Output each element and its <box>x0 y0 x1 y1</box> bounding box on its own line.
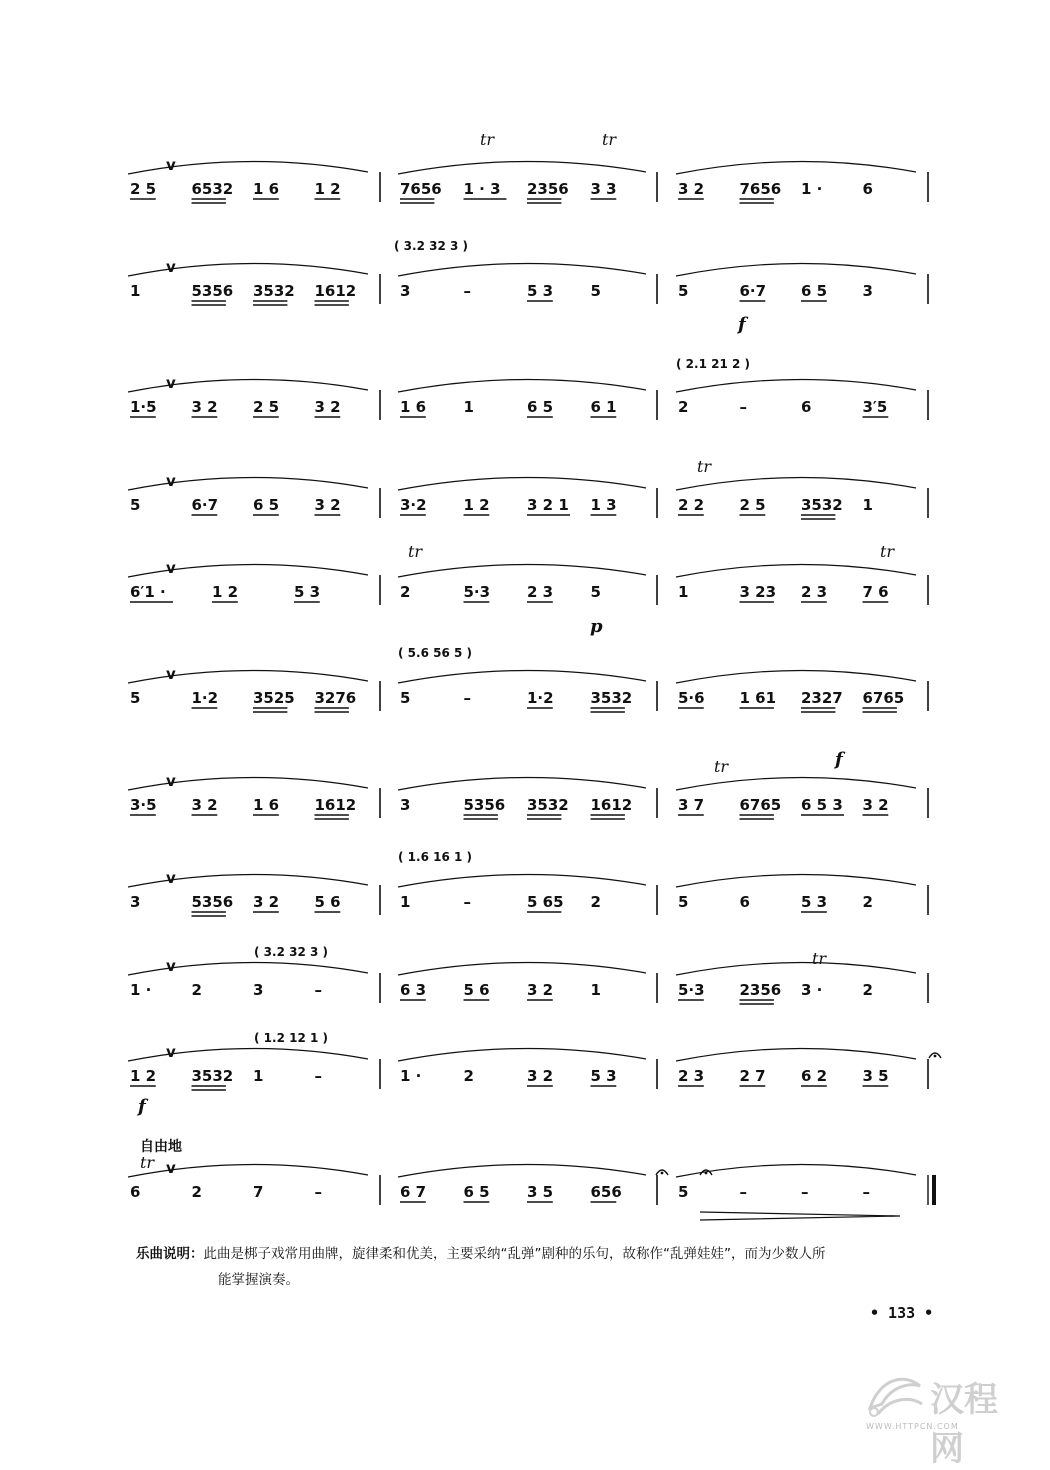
watermark-logo-icon <box>860 1368 930 1424</box>
breath-mark: v <box>166 957 176 975</box>
note-group: 6 <box>862 180 873 198</box>
note-group: 5·3 <box>463 583 491 601</box>
note-group: 5 <box>590 583 601 601</box>
note-group: 5·3 <box>678 981 705 999</box>
note-group: 2 <box>400 583 411 601</box>
note-group: 5 3 <box>590 1067 617 1085</box>
note-group: 3·2 <box>400 496 427 514</box>
note-group: 6532 <box>191 180 234 198</box>
note-group: – <box>463 689 471 707</box>
slur <box>128 564 368 577</box>
slur <box>398 670 646 683</box>
note-group: 1 <box>400 893 411 911</box>
trill-mark: tr <box>140 1153 155 1172</box>
note-group: – <box>314 1183 322 1201</box>
slur <box>398 161 646 174</box>
ossia-notes: ( 3.2 32 3 ) <box>254 945 328 959</box>
explanation-line1: 此曲是梆子戏常用曲牌，旋律柔和优美，主要采纳“乱弹”剧种的乐句，故称作“乱弹娃娃”，而为少数人所 <box>203 1246 826 1262</box>
note-group: 1 <box>590 981 601 999</box>
slur <box>128 670 368 683</box>
note-group: – <box>801 1183 809 1201</box>
slur <box>128 777 368 790</box>
note-group: 5 <box>400 689 411 707</box>
fermata-dot <box>934 1055 937 1058</box>
note-group: 3 2 <box>527 981 554 999</box>
slur <box>676 477 916 490</box>
breath-mark: v <box>166 374 176 392</box>
slur <box>398 564 646 577</box>
note-group: 6765 <box>739 796 782 814</box>
note-group: 2 <box>191 1183 202 1201</box>
note-group: 3 5 <box>527 1183 554 1201</box>
note-group: 1 2 <box>130 1067 157 1085</box>
note-group: 3276 <box>314 689 357 707</box>
note-group: 3 2 <box>191 796 218 814</box>
note-group: 5 3 <box>527 282 554 300</box>
slur <box>676 670 916 683</box>
note-group: 6 1 <box>590 398 617 416</box>
note-group: 6 <box>130 1183 141 1201</box>
piece-explanation <box>136 1241 956 1293</box>
note-group: 5 <box>678 282 689 300</box>
breath-mark: v <box>166 869 176 887</box>
page-number: • 133 • <box>870 1304 934 1322</box>
trill-mark: tr <box>480 130 495 149</box>
note-group: 5 65 <box>527 893 564 911</box>
note-group: 5 6 <box>463 981 490 999</box>
note-group: 6 5 <box>527 398 554 416</box>
slur <box>676 379 916 392</box>
note-group: 2356 <box>739 981 782 999</box>
explanation-label: 乐曲说明： <box>136 1246 204 1262</box>
trill-mark: tr <box>812 949 827 968</box>
note-group: 6 3 <box>400 981 427 999</box>
slur <box>676 1048 916 1061</box>
note-group: 1 · <box>801 180 823 198</box>
slur <box>676 1164 916 1177</box>
ossia-notes: ( 1.2 12 1 ) <box>254 1031 328 1045</box>
note-group: 2 <box>678 398 689 416</box>
breath-mark: v <box>166 559 176 577</box>
note-group: 2 <box>862 893 873 911</box>
note-group: 3 <box>130 893 141 911</box>
watermark <box>860 1368 1030 1469</box>
slur <box>398 379 646 392</box>
note-group: 1·2 <box>527 689 554 707</box>
note-group: 5·6 <box>678 689 705 707</box>
note-group: 5 <box>678 893 689 911</box>
note-group: 6 5 3 <box>801 796 843 814</box>
slur <box>128 379 368 392</box>
note-group: – <box>314 1067 322 1085</box>
note-group: 3532 <box>527 796 569 814</box>
note-group: 3 5 <box>862 1067 889 1085</box>
note-group: 656 <box>590 1183 622 1201</box>
note-group: 3 3 <box>590 180 617 198</box>
note-group: 5 3 <box>294 583 321 601</box>
note-group: 2 3 <box>527 583 554 601</box>
watermark-text: 汉程网 <box>930 1380 998 1469</box>
note-group: 1·5 <box>130 398 157 416</box>
slur <box>676 874 916 887</box>
slur <box>676 263 916 276</box>
note-group: 3 <box>400 282 411 300</box>
note-group: 1 <box>862 496 873 514</box>
note-group: 5 <box>130 689 141 707</box>
note-group: 1 <box>130 282 141 300</box>
note-group: 1 6 <box>253 180 280 198</box>
note-group: 5356 <box>191 282 234 300</box>
note-group: 1612 <box>314 796 357 814</box>
note-group: 2 <box>862 981 873 999</box>
note-group: 5 <box>590 282 601 300</box>
slur <box>398 1164 646 1177</box>
note-group: 5356 <box>463 796 506 814</box>
note-group: 6 5 <box>801 282 828 300</box>
trill-mark: tr <box>408 542 423 561</box>
note-group: 6 5 <box>463 1183 490 1201</box>
note-group: 1 2 <box>212 583 239 601</box>
note-group: 2356 <box>527 180 569 198</box>
slur <box>398 777 646 790</box>
note-group: 3 · <box>801 981 823 999</box>
slur <box>128 1164 368 1177</box>
note-group: 2 <box>191 981 202 999</box>
ossia-notes: ( 1.6 16 1 ) <box>398 850 472 864</box>
note-group: 1 2 <box>314 180 341 198</box>
note-group: 5 6 <box>314 893 341 911</box>
note-group: 1·2 <box>191 689 219 707</box>
note-group: 6·7 <box>191 496 219 514</box>
note-group: 1 2 <box>463 496 490 514</box>
note-group: 1612 <box>314 282 357 300</box>
note-group: 3 2 <box>314 496 341 514</box>
note-group: 3·5 <box>130 796 157 814</box>
note-group: – <box>862 1183 870 1201</box>
note-group: 3 2 1 <box>527 496 569 514</box>
note-group: 3 <box>253 981 264 999</box>
dynamic-forte: f <box>738 314 746 335</box>
dynamic-forte: f <box>835 749 843 770</box>
note-group: 7 6 <box>862 583 889 601</box>
breath-mark: v <box>166 772 176 790</box>
note-group: 1 <box>678 583 689 601</box>
note-group: 2 5 <box>739 496 766 514</box>
note-group: 3 <box>862 282 873 300</box>
slur <box>676 962 916 975</box>
note-group: 6765 <box>862 689 905 707</box>
slur <box>398 477 646 490</box>
slur <box>128 962 368 975</box>
note-group: 1 <box>253 1067 264 1085</box>
note-group: 1612 <box>590 796 633 814</box>
breath-mark: v <box>166 156 176 174</box>
note-group: – <box>463 893 471 911</box>
note-group: – <box>739 398 747 416</box>
trill-mark: tr <box>714 757 729 776</box>
slur <box>128 874 368 887</box>
trill-mark: tr <box>880 542 895 561</box>
breath-mark: v <box>166 665 176 683</box>
note-group: 2 7 <box>739 1067 766 1085</box>
note-group: 1 <box>463 398 474 416</box>
slur <box>398 874 646 887</box>
note-group: 6 2 <box>801 1067 828 1085</box>
slur <box>676 161 916 174</box>
note-group: 3 <box>400 796 411 814</box>
note-group: 2 3 <box>801 583 828 601</box>
ossia-notes: ( 2.1 21 2 ) <box>676 357 750 371</box>
breath-mark: v <box>166 1159 176 1177</box>
note-group: 1 6 <box>253 796 280 814</box>
note-group: 3 23 <box>739 583 777 601</box>
note-group: 3525 <box>253 689 295 707</box>
note-group: 2 5 <box>253 398 280 416</box>
slur <box>128 263 368 276</box>
note-group: 3532 <box>253 282 295 300</box>
note-group: 2 5 <box>130 180 157 198</box>
ossia-notes: ( 5.6 56 5 ) <box>398 646 472 660</box>
dynamic-piano: p <box>590 616 603 637</box>
slur <box>128 477 368 490</box>
note-group: 7 <box>253 1183 264 1201</box>
note-group: 1 · 3 <box>463 180 501 198</box>
note-group: 3 7 <box>678 796 705 814</box>
slur <box>398 263 646 276</box>
slur <box>128 161 368 174</box>
decrescendo-hairpin <box>700 1212 900 1220</box>
note-group: – <box>463 282 471 300</box>
note-group: 6·7 <box>739 282 767 300</box>
slur <box>128 1048 368 1061</box>
note-group: 7656 <box>739 180 782 198</box>
slur <box>398 962 646 975</box>
note-group: 2 <box>590 893 601 911</box>
breath-mark: v <box>166 472 176 490</box>
note-group: 3 2 <box>253 893 280 911</box>
note-group: 3 2 <box>527 1067 554 1085</box>
note-group: 3 2 <box>191 398 218 416</box>
note-group: 2 <box>463 1067 474 1085</box>
note-group: 3532 <box>801 496 843 514</box>
note-group: 5 <box>130 496 141 514</box>
note-group: 6 <box>739 893 750 911</box>
watermark-url: WWW.HTTPCN.COM <box>866 1422 959 1431</box>
breath-mark: v <box>166 1043 176 1061</box>
note-group: 6 7 <box>400 1183 427 1201</box>
note-group: 6 <box>801 398 812 416</box>
slur <box>398 1048 646 1061</box>
note-group: 3 2 <box>314 398 341 416</box>
note-group: 1 6 <box>400 398 427 416</box>
note-group: – <box>314 981 322 999</box>
dynamic-forte: f <box>138 1096 146 1117</box>
note-group: 1 61 <box>739 689 777 707</box>
note-group: 6′1 · <box>130 583 166 601</box>
fermata-dot <box>705 1172 708 1175</box>
note-group: 3532 <box>191 1067 234 1085</box>
note-group: 1 · <box>130 981 152 999</box>
fermata-dot <box>661 1172 664 1175</box>
trill-mark: tr <box>602 130 617 149</box>
note-group: 1 3 <box>590 496 617 514</box>
note-group: 2 2 <box>678 496 705 514</box>
note-group: 5 3 <box>801 893 828 911</box>
explanation-line2: 能掌握演奏。 <box>218 1272 299 1288</box>
note-group: – <box>739 1183 747 1201</box>
tempo-marking: 自由地 <box>140 1139 182 1155</box>
trill-mark: tr <box>697 457 712 476</box>
note-group: 7656 <box>400 180 442 198</box>
note-group: 2327 <box>801 689 843 707</box>
note-group: 3 2 <box>862 796 889 814</box>
note-group: 3532 <box>590 689 633 707</box>
note-group: 3 2 <box>678 180 705 198</box>
note-group: 1 · <box>400 1067 422 1085</box>
slur <box>676 564 916 577</box>
note-group: 3′5 <box>862 398 888 416</box>
note-group: 6 5 <box>253 496 280 514</box>
note-group: 5356 <box>191 893 234 911</box>
slur <box>676 777 916 790</box>
breath-mark: v <box>166 258 176 276</box>
note-group: 5 <box>678 1183 689 1201</box>
note-group: 2 3 <box>678 1067 705 1085</box>
ossia-notes: ( 3.2 32 3 ) <box>394 239 468 253</box>
